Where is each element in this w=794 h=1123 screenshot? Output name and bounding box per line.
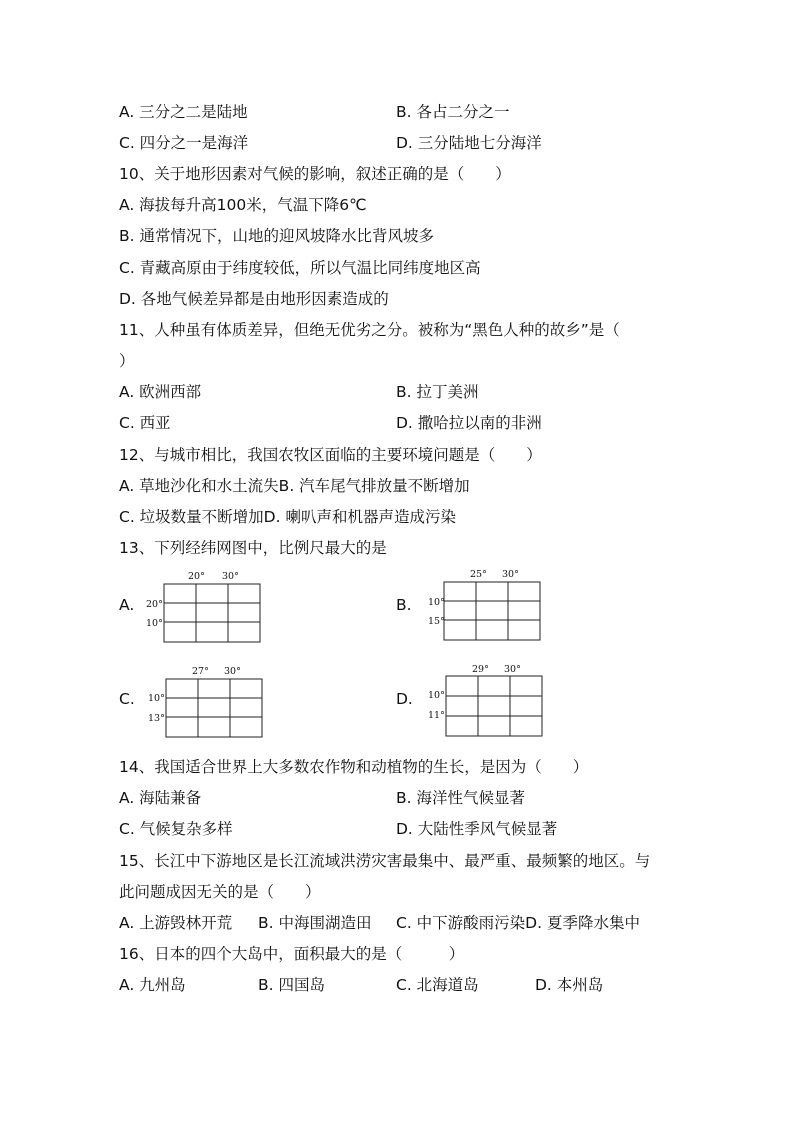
q9-option-a: A. 三分之二是陆地 <box>119 103 248 121</box>
q15-option-b: B. 中海围湖造田 <box>258 914 372 932</box>
q10-option-a: A. 海拔每升高100米，气温下降6℃ <box>119 196 367 214</box>
q13-b-grid <box>444 582 540 640</box>
q13-d-lat-1: 10° <box>428 690 445 701</box>
q13-figure-b-label: B. <box>396 596 412 614</box>
q14-option-b: B. 海洋性气候显著 <box>396 789 525 807</box>
q11-stem-line1: 11、人种虽有体质差异，但绝无优劣之分。被称为“黑色人种的故乡”是（ <box>119 321 620 339</box>
q14-option-a: A. 海陆兼备 <box>119 789 202 807</box>
q12-options-line2: C. 垃圾数量不断增加D. 喇叭声和机器声造成污染 <box>119 508 456 526</box>
q16-option-d: D. 本州岛 <box>535 976 604 994</box>
q13-c-lat-2: 13° <box>148 713 165 724</box>
q11-option-d: D. 撒哈拉以南的非洲 <box>396 414 542 432</box>
q13-a-lat-2: 10° <box>146 618 163 629</box>
q12-stem: 12、与城市相比，我国农牧区面临的主要环境问题是（ ） <box>119 446 542 464</box>
q10-stem: 10、关于地形因素对气候的影响，叙述正确的是（ ） <box>119 165 511 183</box>
q14-stem: 14、我国适合世界上大多数农作物和动植物的生长，是因为（ ） <box>119 758 589 776</box>
q13-b-lat-1: 10° <box>428 597 445 608</box>
q13-a-lat-1: 20° <box>146 599 163 610</box>
q13-b-lon-2: 30° <box>502 569 519 580</box>
q10-option-b: B. 通常情况下，山地的迎风坡降水比背风坡多 <box>119 227 434 245</box>
q13-c-lon-1: 27° <box>192 666 209 677</box>
q13-figure-a <box>140 568 270 644</box>
q13-b-lon-1: 25° <box>470 569 487 580</box>
q11-option-c: C. 西亚 <box>119 414 171 432</box>
q15-option-a: A. 上游毁林开荒 <box>119 914 233 932</box>
q13-c-grid <box>166 679 262 737</box>
q13-a-grid <box>164 584 260 642</box>
q11-option-a: A. 欧洲西部 <box>119 383 202 401</box>
q14-option-d: D. 大陆性季风气候显著 <box>396 820 558 838</box>
q13-figure-b <box>420 568 550 644</box>
q13-figure-a-label: A. <box>119 596 135 614</box>
q11-option-b: B. 拉丁美洲 <box>396 383 479 401</box>
q13-figure-d <box>424 662 554 738</box>
q13-b-lat-2: 15° <box>428 616 445 627</box>
q15-stem-line1: 15、长江中下游地区是长江流域洪涝灾害最集中、最严重、最频繁的地区。与 <box>119 852 651 870</box>
q13-d-lon-1: 29° <box>472 664 489 675</box>
q13-d-lat-2: 11° <box>428 710 445 721</box>
q13-d-lon-2: 30° <box>504 664 521 675</box>
q15-stem-line2: 此问题成因无关的是（ ） <box>119 883 321 901</box>
q10-option-c: C. 青藏高原由于纬度较低，所以气温比同纬度地区高 <box>119 259 481 277</box>
q13-c-lon-2: 30° <box>224 666 241 677</box>
q13-figure-d-label: D. <box>396 690 413 708</box>
q12-options-line1: A. 草地沙化和水土流失B. 汽车尾气排放量不断增加 <box>119 477 470 495</box>
q13-a-lon-2: 30° <box>222 571 239 582</box>
q13-d-grid <box>446 676 542 736</box>
q13-c-lat-1: 10° <box>148 693 165 704</box>
q15-option-c: C. 中下游酸雨污染D. 夏季降水集中 <box>396 914 640 932</box>
q14-option-c: C. 气候复杂多样 <box>119 820 233 838</box>
q9-option-d: D. 三分陆地七分海洋 <box>396 134 542 152</box>
q16-option-c: C. 北海道岛 <box>396 976 479 994</box>
q16-option-b: B. 四国岛 <box>258 976 325 994</box>
q13-stem: 13、下列经纬网图中，比例尺最大的是 <box>119 539 387 557</box>
q13-a-lon-1: 20° <box>188 571 205 582</box>
q16-option-a: A. 九州岛 <box>119 976 186 994</box>
q13-figure-c-label: C. <box>119 690 135 708</box>
q13-figure-c <box>144 664 274 740</box>
q16-stem: 16、日本的四个大岛中，面积最大的是（ ） <box>119 945 465 963</box>
q11-stem-line2: ） <box>119 352 135 370</box>
q9-option-c: C. 四分之一是海洋 <box>119 134 249 152</box>
q9-option-b: B. 各占二分之一 <box>396 103 510 121</box>
q10-option-d: D. 各地气候差异都是由地形因素造成的 <box>119 290 389 308</box>
